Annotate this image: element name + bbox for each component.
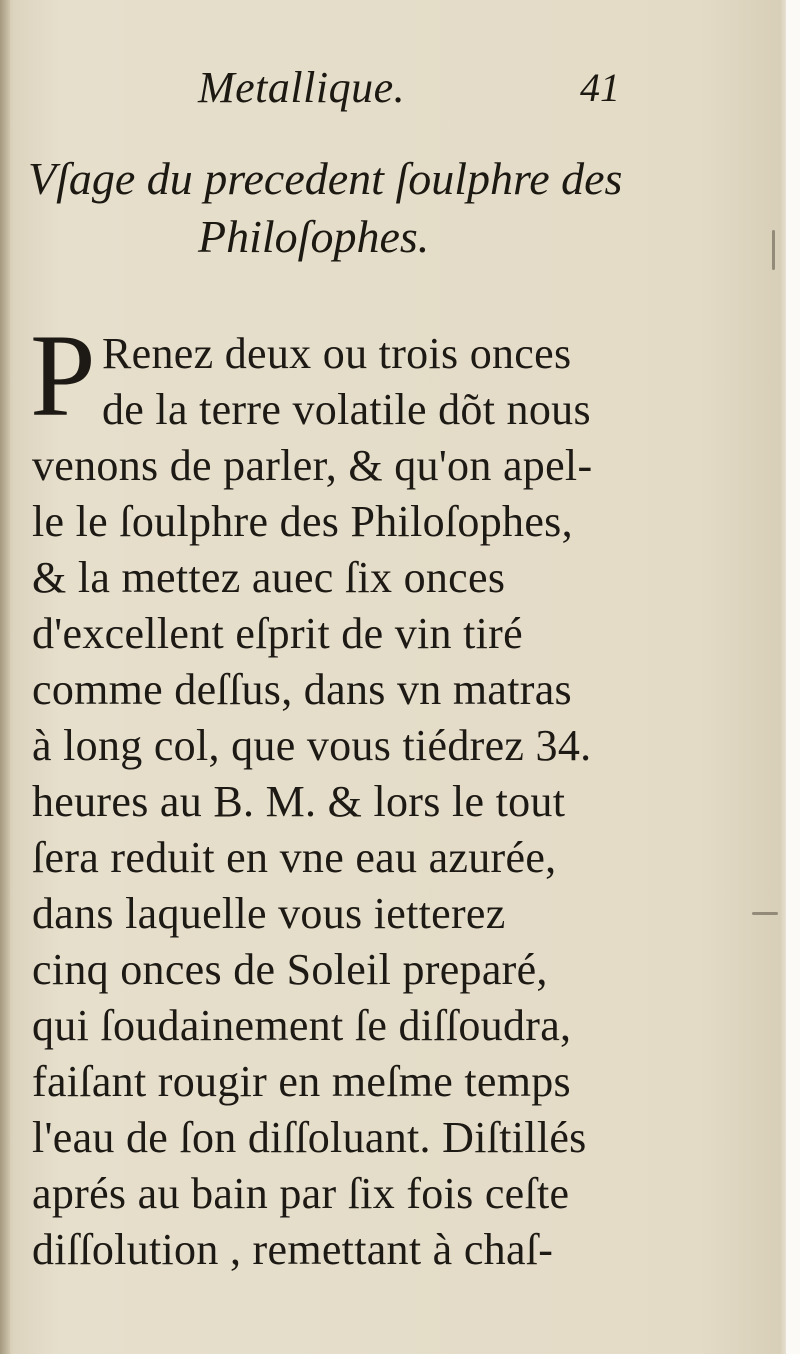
text-line: de la terre volatile dõt nous xyxy=(102,385,591,434)
text-line: qui ſoudainement ſe diſſoudra, xyxy=(32,1001,572,1050)
text-line: le le ſoulphre des Philoſophes, xyxy=(32,497,573,546)
drop-cap: P xyxy=(30,310,96,441)
running-head xyxy=(190,62,630,122)
text-line: ſera reduit en vne eau azurée, xyxy=(32,833,557,882)
text-line: aprés au bain par ſix fois ceſte xyxy=(32,1169,570,1218)
text-line: heures au B. M. & lors le tout xyxy=(32,777,566,826)
page-edge xyxy=(786,0,800,1354)
text-line: Renez deux ou trois onces xyxy=(102,329,572,378)
running-title: Metallique. xyxy=(198,63,406,112)
text-line: venons de parler, & qu'on apel- xyxy=(32,441,593,490)
text-line: cinq onces de Soleil preparé, xyxy=(32,945,548,994)
text-line: l'eau de ſon diſſoluant. Diſtillés xyxy=(32,1113,587,1162)
text-line: & la mettez auec ſix onces xyxy=(32,553,506,602)
heading-line-1: Vſage du precedent ſoulphre des xyxy=(28,153,623,204)
text-line: faiſant rougir en meſme temps xyxy=(32,1057,571,1106)
text-line: dans laquelle vous ietterez xyxy=(32,889,506,938)
section-heading xyxy=(28,150,648,266)
page-gutter xyxy=(0,0,10,1354)
text-line: d'excellent eſprit de vin tiré xyxy=(32,609,523,658)
page-number: 41 xyxy=(580,65,620,110)
ink-speck xyxy=(772,230,775,270)
body-text xyxy=(30,310,632,1278)
heading-line-2: Philoſophes. xyxy=(198,211,430,262)
text-line: comme deſſus, dans vn matras xyxy=(32,665,572,714)
text-line: à long col, que vous tiédrez 34. xyxy=(32,721,592,770)
ink-speck xyxy=(752,912,778,915)
text-line: diſſolution , remettant à chaſ- xyxy=(32,1225,554,1274)
